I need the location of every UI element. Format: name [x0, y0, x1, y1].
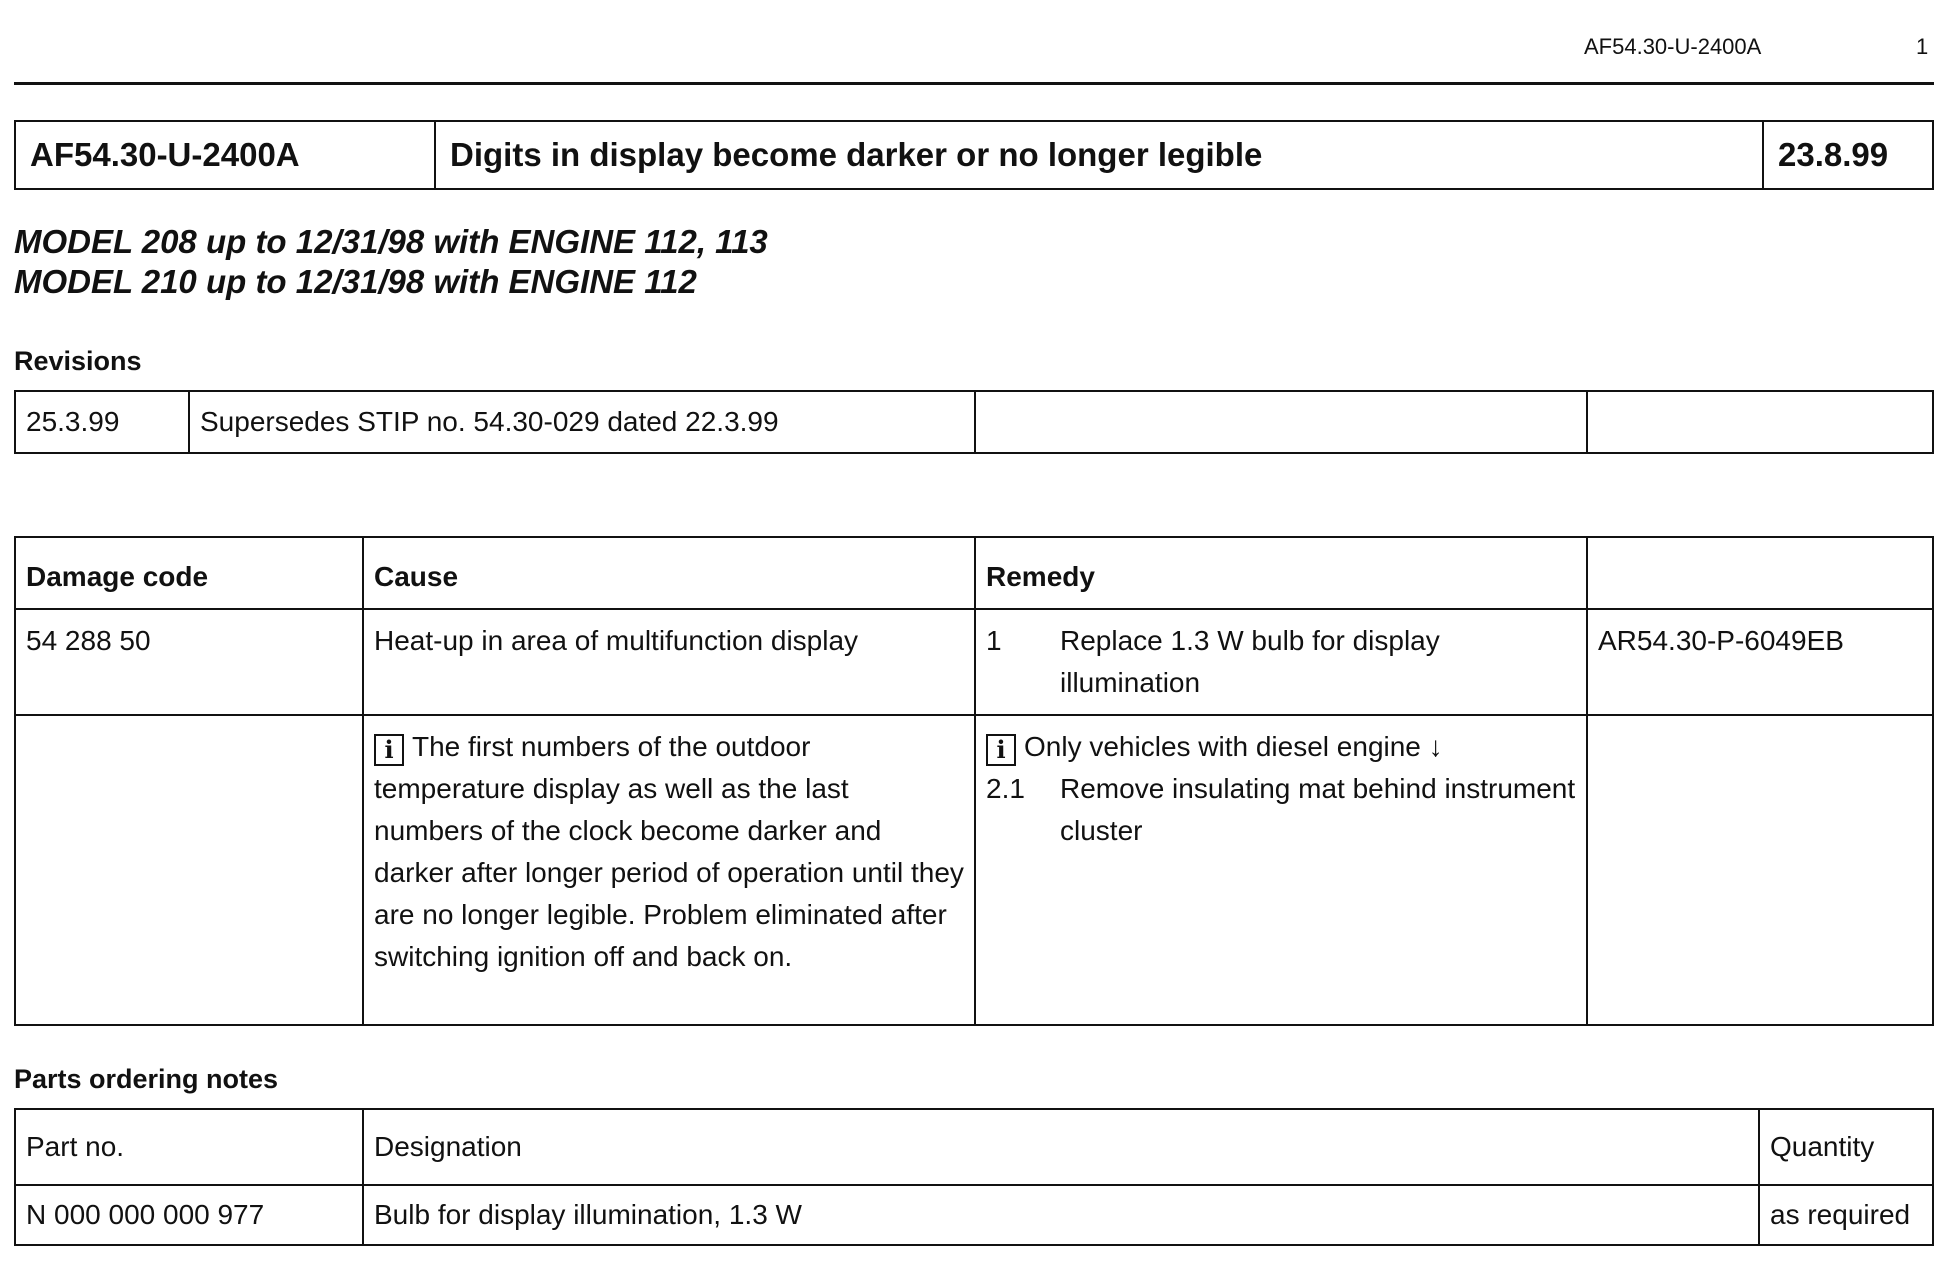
revision-col4	[1587, 391, 1933, 453]
remedy-step-text: Remove insulating mat behind instrument cluster	[1060, 773, 1576, 846]
parts-table	[14, 1108, 1934, 1246]
remedy-step	[986, 620, 1576, 704]
remedy-step	[986, 768, 1576, 852]
damage-code-cell-empty	[15, 715, 363, 1025]
quantity-cell: as required	[1759, 1185, 1933, 1245]
designation-cell: Bulb for display illumination, 1.3 W	[363, 1185, 1759, 1245]
revision-col3	[975, 391, 1587, 453]
table-row	[15, 1185, 1933, 1245]
info-icon: i	[374, 734, 404, 766]
revisions-label: Revisions	[14, 346, 142, 376]
reference-cell-empty	[1587, 715, 1933, 1025]
model-line: MODEL 210 up to 12/31/98 with ENGINE 112	[14, 263, 697, 300]
table-row	[15, 715, 1933, 1025]
remedy-note-cell	[975, 715, 1587, 1025]
title-text: Digits in display become darker or no longer legible	[435, 121, 1763, 189]
remedy-step-number: 1	[986, 625, 1002, 656]
cause-cell: Heat-up in area of multifunction display	[363, 609, 975, 715]
part-no-cell: N 000 000 000 977	[15, 1185, 363, 1245]
header-quantity: Quantity	[1759, 1109, 1933, 1185]
remedy-note-text: Only vehicles with diesel engine ↓	[1024, 731, 1443, 762]
info-icon: i	[986, 734, 1016, 766]
remedy-cell	[975, 609, 1587, 715]
header-doc-code: AF54.30-U-2400A	[1584, 34, 1762, 59]
title-date: 23.8.99	[1763, 121, 1933, 189]
parts-table-header	[15, 1109, 1933, 1185]
header-damage-code: Damage code	[15, 537, 363, 609]
page-number: 1	[1916, 34, 1929, 59]
cause-note-text: The first numbers of the outdoor temperature display as well as the last numbers of the clock become darker and darker after longer period of operation until they are no longer legible. Problem eliminated after switching ignition off and back on.	[374, 731, 964, 972]
revision-row	[15, 391, 1933, 453]
header-remedy: Remedy	[975, 537, 1587, 609]
cause-note-cell	[363, 715, 975, 1025]
remedy-note	[986, 726, 1576, 768]
table-row	[15, 609, 1933, 715]
damage-code-cell: 54 288 50	[15, 609, 363, 715]
header-rule	[14, 82, 1934, 85]
parts-label: Parts ordering notes	[14, 1064, 279, 1094]
header-ref	[1587, 537, 1933, 609]
title-code: AF54.30-U-2400A	[15, 121, 435, 189]
damage-table	[14, 536, 1934, 1026]
model-list	[14, 222, 768, 302]
remedy-step-text: Replace 1.3 W bulb for display illumination	[1060, 625, 1440, 698]
damage-table-header	[15, 537, 1933, 609]
revision-date: 25.3.99	[15, 391, 189, 453]
title-table	[14, 120, 1934, 190]
revision-text: Supersedes STIP no. 54.30-029 dated 22.3.99	[189, 391, 975, 453]
reference-cell: AR54.30-P-6049EB	[1587, 609, 1933, 715]
remedy-step-number: 2.1	[986, 773, 1025, 804]
header-cause: Cause	[363, 537, 975, 609]
revisions-table	[14, 390, 1934, 454]
header-part-no: Part no.	[15, 1109, 363, 1185]
model-line: MODEL 208 up to 12/31/98 with ENGINE 112, 113	[14, 223, 768, 260]
header-designation: Designation	[363, 1109, 1759, 1185]
